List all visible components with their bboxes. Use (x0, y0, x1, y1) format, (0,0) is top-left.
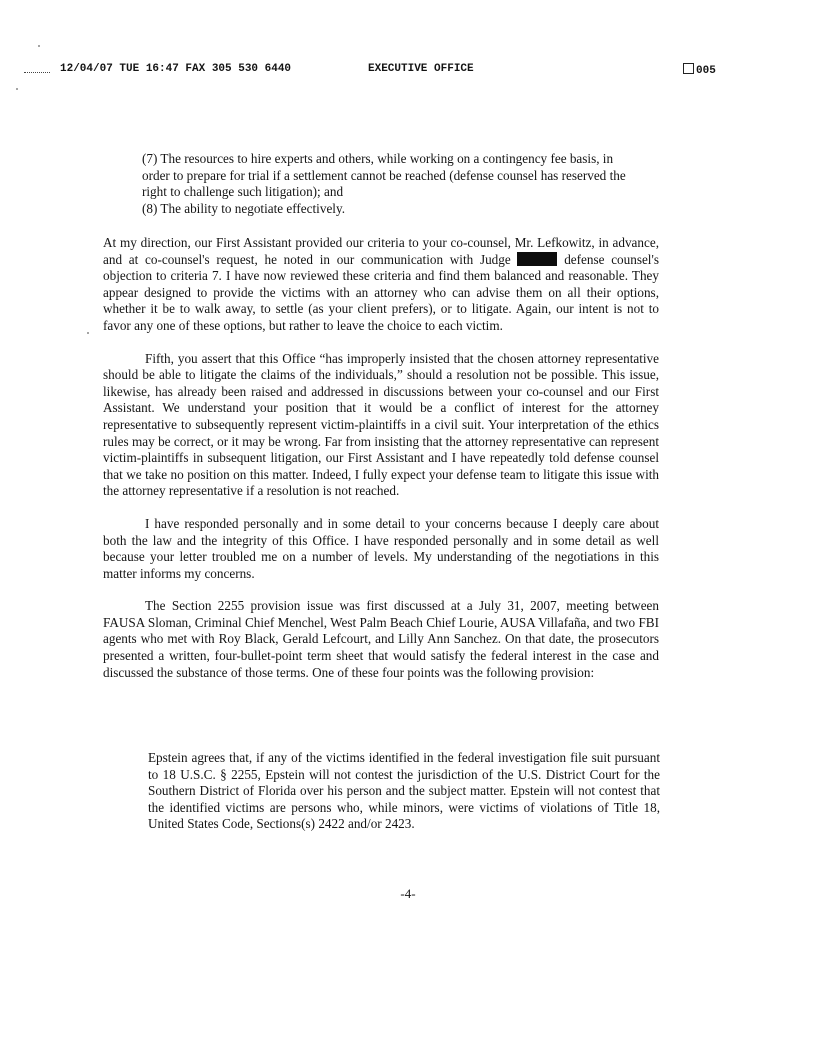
paragraph-concerns: I have responded personally and in some detail to your concerns because I deeply care about both the law and the integrity of this Office. I have responded personally and in some detail as well because your letter troubled me on a number of levels. My understanding of the negotiations in this matter informs my concerns. (103, 515, 659, 581)
scan-speck (87, 332, 89, 334)
fax-timestamp: 12/04/07 TUE 16:47 FAX 305 530 6440 (60, 63, 292, 75)
list-item: (7) The resources to hire experts and others, while working on a contingency fee basis, in order to prepare for trial if a settlement cannot be reached (defense counsel has reserved the right to challenge such litigation); and (142, 151, 626, 200)
fax-sender: EXECUTIVE OFFICE (368, 63, 474, 75)
list-item: (8) The ability to negotiate effectively. (142, 200, 345, 216)
fax-icon (683, 63, 694, 74)
criteria-list (142, 151, 642, 217)
block-quote: Epstein agrees that, if any of the victims identified in the federal investigation file suit pursuant to 18 U.S.C. § 2255, Epstein will not contest the jurisdiction of the U.S. District Court for the Southern District of Florida over his person and the subject matter. Epstein will not contest that the identified victims are persons who, while minors, were victims of violations of Title 18, United States Code, Sections(s) 2422 and/or 2423. (148, 750, 660, 832)
page-number: -4- (400, 886, 416, 901)
fax-header (0, 60, 816, 80)
redaction-block (517, 252, 557, 266)
letter-body (103, 235, 659, 697)
paragraph-section-2255: The Section 2255 provision issue was first discussed at a July 31, 2007, meeting between FAUSA Sloman, Criminal Chief Menchel, West Palm Beach Chief Lourie, AUSA Villafaña, and two FBI agents who met with Roy Black, Gerald Lefcourt, and Lilly Ann Sanchez. On that date, the prosecutors presented a written, four-bullet-point term sheet that would satisfy the federal interest in the case and discussed the substance of those terms. One of these four points was the following provision: (103, 598, 659, 680)
paragraph-criteria (103, 235, 659, 335)
fax-page-label: 005 (696, 65, 716, 77)
scan-speck (38, 45, 40, 47)
scan-speck (16, 88, 18, 90)
paragraph-text: defense counsel's objection to criteria 7. I have now reviewed these criteria and find them balanced and reasonable. They appear designed to provide the victims with an attorney who can advise them on all their options, whether it be to walk away, to settle (as your client prefers), or to litigate. Again, our intent is not to favor any one of these options, but rather to leave the choice to each victim. (103, 251, 659, 333)
header-dash (24, 72, 50, 73)
paragraph-text: At my direction, our First Assistant provided our criteria to your co-counsel, Mr. Lefkowitz, in advance, and at co-counsel's request, he noted in our communication with Judge (103, 235, 659, 267)
paragraph-fifth: Fifth, you assert that this Office “has improperly insisted that the chosen attorney representative should be able to litigate the claims of the individuals,” should a resolution not be possible. This issue, likewise, has already been raised and addressed in discussions between your co-counsel and our First Assistant. We understand your position that it would be a conflict of interest for the attorney representative to subsequently represent victim-plaintiffs in a civil suit. Your interpretation of the ethics rules may be correct, or it may be wrong. Far from insisting that the attorney representative can represent victim-plaintiffs in subsequent litigation, our First Assistant and I have repeatedly told defense counsel that we take no position on this matter. Indeed, I fully expect your defense team to litigate this issue with the attorney representative if a resolution is not reached. (103, 350, 659, 499)
fax-page-count (683, 63, 716, 77)
